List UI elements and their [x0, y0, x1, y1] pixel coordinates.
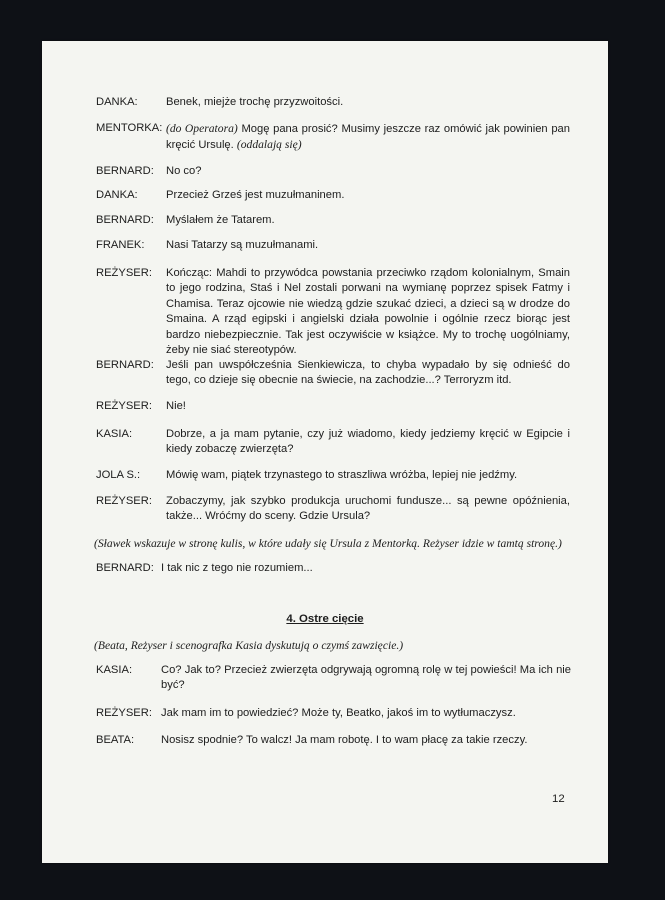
dialogue-text: Dobrze, a ja mam pytanie, czy już wiadomo, kiedy jedziemy kręcić w Egipcie i kiedy zobaczę zwierzęta? — [166, 428, 570, 456]
dialogue-text: Nosisz spodnie? To walcz! Ja mam robotę. I to wam płacę za takie rzeczy. — [161, 734, 528, 746]
speaker-name: REŻYSER: — [96, 267, 152, 279]
speaker-name: DANKA: — [96, 189, 138, 201]
dialogue-text: Przecież Grześ jest muzułmaninem. — [166, 189, 345, 201]
dialogue-text: Mówię wam, piątek trzynastego to straszliwa wróżba, lepiej nie jedźmy. — [166, 469, 518, 481]
section-title: 4. Ostre cięcie — [286, 613, 364, 625]
speaker-name: MENTORKA: — [96, 122, 163, 134]
page-number: 12 — [552, 793, 565, 805]
dialogue-text: Jeśli pan uwspółcześnia Sienkiewicza, to chyba wypadało by się odnieść do tego, co dzieje się obecnie na świecie, na zachodzie...? Terroryzm itd. — [166, 359, 570, 387]
stage-direction-inline: (oddalają się) — [236, 138, 302, 152]
stage-direction-inline: (do Operatora) — [166, 122, 238, 135]
speaker-name: REŻYSER: — [96, 400, 152, 412]
speaker-name: BEATA: — [96, 734, 135, 746]
stage-direction: (Beata, Reżyser i scenografka Kasia dyskutują o czymś zawzięcie.) — [94, 639, 404, 652]
dialogue-text — [166, 121, 570, 154]
stage-direction: (Sławek wskazuje w stronę kulis, w które udały się Ursula z Mentorką. Reżyser idzie w tamtą stronę.) — [94, 537, 562, 550]
speaker-name: JOLA S.: — [96, 469, 141, 481]
speaker-name: BERNARD: — [96, 562, 154, 574]
script-page — [42, 41, 608, 863]
dialogue-text: Nie! — [166, 400, 186, 412]
dialogue-text: Zobaczymy, jak szybko produkcja uruchomi fundusze... są pewne opóźnienia, także... Wróćmy do sceny. Gdzie Ursula? — [166, 495, 570, 523]
speaker-name: BERNARD: — [96, 214, 154, 226]
speaker-name: FRANEK: — [96, 239, 145, 251]
dialogue-text: Nasi Tatarzy są muzułmanami. — [166, 239, 319, 251]
speaker-name: DANKA: — [96, 96, 138, 108]
dialogue-text: No co? — [166, 165, 202, 177]
dialogue-text: Benek, miejże trochę przyzwoitości. — [166, 96, 344, 108]
speaker-name: REŻYSER: — [96, 707, 152, 719]
dialogue-text: I tak nic z tego nie rozumiem... — [161, 562, 313, 574]
dialogue-text-body: Mogę pana prosić? Musimy jeszcze raz omówić jak powinien pan kręcić Ursulę. — [166, 123, 570, 152]
speaker-name: REŻYSER: — [96, 495, 152, 507]
dialogue-text: Myślałem że Tatarem. — [166, 214, 275, 226]
speaker-name: KASIA: — [96, 664, 133, 676]
dialogue-text: Jak mam im to powiedzieć? Może ty, Beatko, jakoś im to wytłumaczysz. — [161, 707, 516, 719]
dialogue-text: Co? Jak to? Przecież zwierzęta odgrywają ogromną rolę w tej powieści! Ma ich nie być? — [161, 664, 571, 692]
speaker-name: KASIA: — [96, 428, 133, 440]
speaker-name: BERNARD: — [96, 165, 154, 177]
dialogue-text: Kończąc: Mahdi to przywódca powstania przeciwko rządom kolonialnym, Smain to jego rodzina, Staś i Nel zostali porwani na wymianę poprzez spisek Fatmy i Chamisa. Teraz ojcowie nie wiedzą gdzie szukać dzieci, a dzieci są w drodze do Smaina. A rząd egipski i angielski działa powolnie i ogólnie rzecz biorąc jest bardzo niebezpiecznie. Tak jest oczywiście w książce. My to trochę uogólniamy, żeby nie siać stereotypów. — [166, 267, 570, 357]
speaker-name: BERNARD: — [96, 359, 154, 371]
